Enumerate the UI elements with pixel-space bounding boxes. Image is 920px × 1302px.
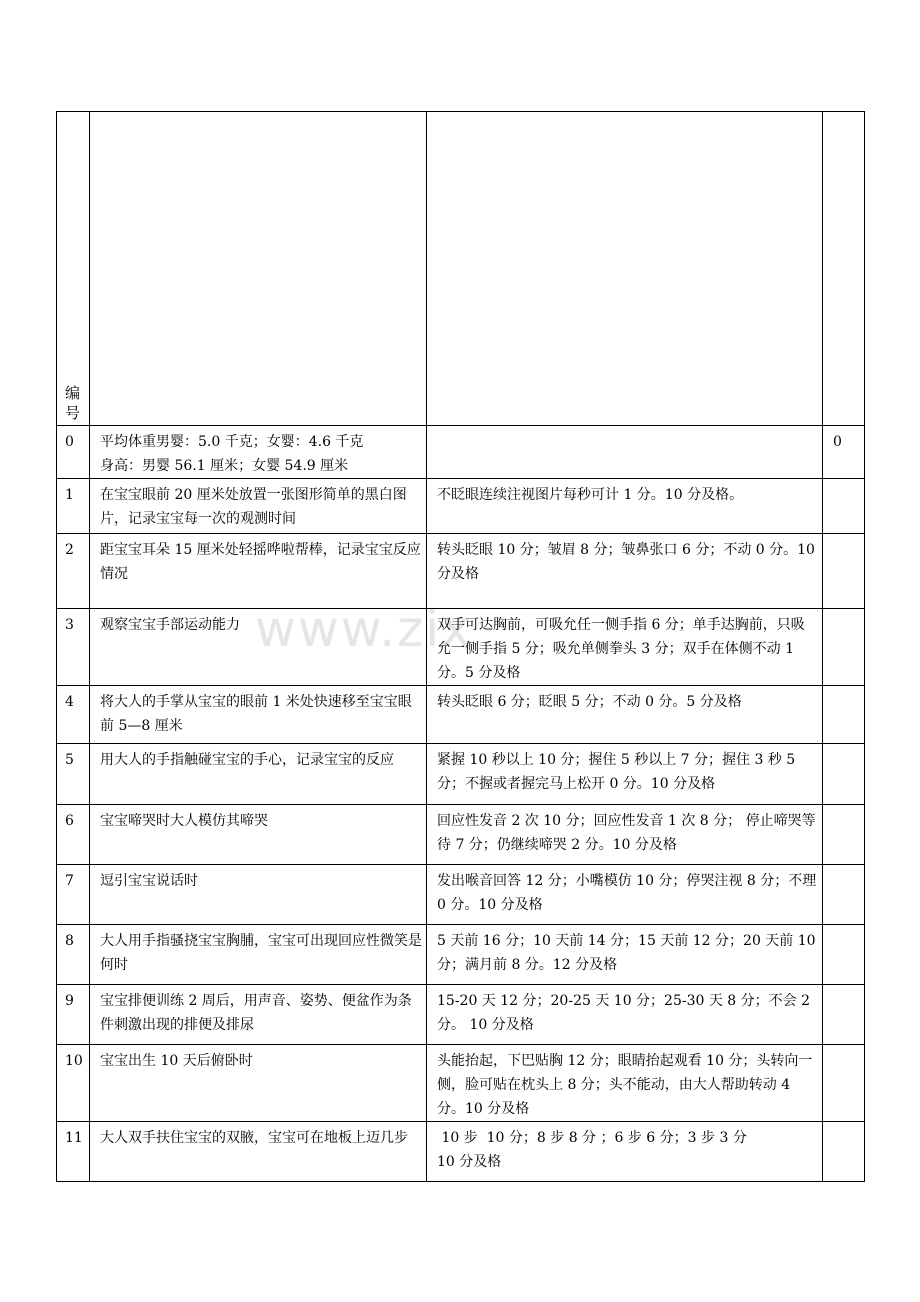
item-cell: 宝宝啼哭时大人模仿其啼哭 xyxy=(90,805,427,865)
extra-cell xyxy=(823,609,865,686)
item-cell: 宝宝排便训练 2 周后，用声音、姿势、便盆作为条件刺激出现的排便及排尿 xyxy=(90,985,427,1045)
score-cell: 紧握 10 秒以上 10 分；握住 5 秒以上 7 分；握住 3 秒 5 分；不握或者握完马上松开 0 分。10 分及格 xyxy=(427,744,823,805)
row-number: 3 xyxy=(57,609,90,686)
evaluation-table xyxy=(56,111,865,1182)
score-cell: 发出喉音回答 12 分；小嘴模仿 10 分；停哭注视 8 分；不理 0 分。10 分及格 xyxy=(427,865,823,925)
score-cell: 不眨眼连续注视图片每秒可计 1 分。10 分及格。 xyxy=(427,479,823,534)
item-header-cell xyxy=(90,112,427,426)
number-header-cell xyxy=(57,112,90,426)
score-cell xyxy=(427,426,823,479)
number-header-char-1: 编 xyxy=(65,384,81,402)
extra-cell xyxy=(823,1122,865,1182)
watermark: www.zix xyxy=(255,600,473,658)
item-cell: 宝宝出生 10 天后俯卧时 xyxy=(90,1045,427,1122)
table-row xyxy=(57,534,865,609)
score-cell: 15-20 天 12 分；20-25 天 10 分；25-30 天 8 分；不会 2 分。 10 分及格 xyxy=(427,985,823,1045)
table-row xyxy=(57,609,865,686)
row-number: 6 xyxy=(57,805,90,865)
row-number: 5 xyxy=(57,744,90,805)
score-cell: 5 天前 16 分；10 天前 14 分；15 天前 12 分；20 天前 10 分；满月前 8 分。12 分及格 xyxy=(427,925,823,985)
row-number: 9 xyxy=(57,985,90,1045)
row-number: 4 xyxy=(57,686,90,744)
score-cell: 回应性发音 2 次 10 分；回应性发音 1 次 8 分； 停止啼哭等待 7 分；仍继续啼哭 2 分。10 分及格 xyxy=(427,805,823,865)
table-row xyxy=(57,805,865,865)
row-number: 1 xyxy=(57,479,90,534)
header-row xyxy=(57,112,865,426)
extra-cell xyxy=(823,686,865,744)
row-number: 2 xyxy=(57,534,90,609)
table-row xyxy=(57,426,865,479)
item-cell: 观察宝宝手部运动能力 xyxy=(90,609,427,686)
item-cell: 逗引宝宝说话时 xyxy=(90,865,427,925)
extra-cell xyxy=(823,744,865,805)
item-cell: 大人用手指骚挠宝宝胸脯，宝宝可出现回应性微笑是何时 xyxy=(90,925,427,985)
score-cell: 转头眨眼 10 分；皱眉 8 分；皱鼻张口 6 分；不动 0 分。10 分及格 xyxy=(427,534,823,609)
row-number: 11 xyxy=(57,1122,90,1182)
table-row xyxy=(57,1122,865,1182)
extra-cell xyxy=(823,985,865,1045)
number-header-char-2: 号 xyxy=(65,404,81,422)
row-number: 8 xyxy=(57,925,90,985)
score-cell: 10 步 10 分；8 步 8 分 ；6 步 6 分；3 步 3 分 10 分及格 xyxy=(427,1122,823,1182)
extra-cell xyxy=(823,865,865,925)
item-cell: 将大人的手掌从宝宝的眼前 1 米处快速移至宝宝眼前 5—8 厘米 xyxy=(90,686,427,744)
table-row xyxy=(57,1045,865,1122)
table-row xyxy=(57,985,865,1045)
extra-cell xyxy=(823,925,865,985)
extra-cell xyxy=(823,534,865,609)
extra-cell: 0 xyxy=(823,426,865,479)
table-row xyxy=(57,925,865,985)
table-row xyxy=(57,865,865,925)
table-row xyxy=(57,744,865,805)
item-cell: 在宝宝眼前 20 厘米处放置一张图形简单的黑白图片，记录宝宝每一次的观测时间 xyxy=(90,479,427,534)
extra-header-cell xyxy=(823,112,865,426)
extra-cell xyxy=(823,805,865,865)
row-number: 10 xyxy=(57,1045,90,1122)
row-number: 7 xyxy=(57,865,90,925)
extra-cell xyxy=(823,1045,865,1122)
item-cell: 大人双手扶住宝宝的双腋，宝宝可在地板上迈几步 xyxy=(90,1122,427,1182)
item-cell: 用大人的手指触碰宝宝的手心，记录宝宝的反应 xyxy=(90,744,427,805)
score-cell: 头能抬起，下巴贴胸 12 分；眼睛抬起观看 10 分；头转向一侧，脸可贴在枕头上 8 分；头不能动，由大人帮助转动 4 分。10 分及格 xyxy=(427,1045,823,1122)
table-row xyxy=(57,479,865,534)
item-cell: 平均体重男婴：5.0 千克；女婴：4.6 千克 身高：男婴 56.1 厘米；女婴 54.9 厘米 xyxy=(90,426,427,479)
score-cell: 双手可达胸前，可吸允任一侧手指 6 分；单手达胸前，只吸允一侧手指 5 分；吸允单侧拳头 3 分；双手在体侧不动 1 分。5 分及格 xyxy=(427,609,823,686)
score-header-cell xyxy=(427,112,823,426)
item-cell: 距宝宝耳朵 15 厘米处轻摇哗啦帮棒，记录宝宝反应情况 xyxy=(90,534,427,609)
score-cell: 转头眨眼 6 分；眨眼 5 分；不动 0 分。5 分及格 xyxy=(427,686,823,744)
extra-cell xyxy=(823,479,865,534)
row-number: 0 xyxy=(57,426,90,479)
table-row xyxy=(57,686,865,744)
